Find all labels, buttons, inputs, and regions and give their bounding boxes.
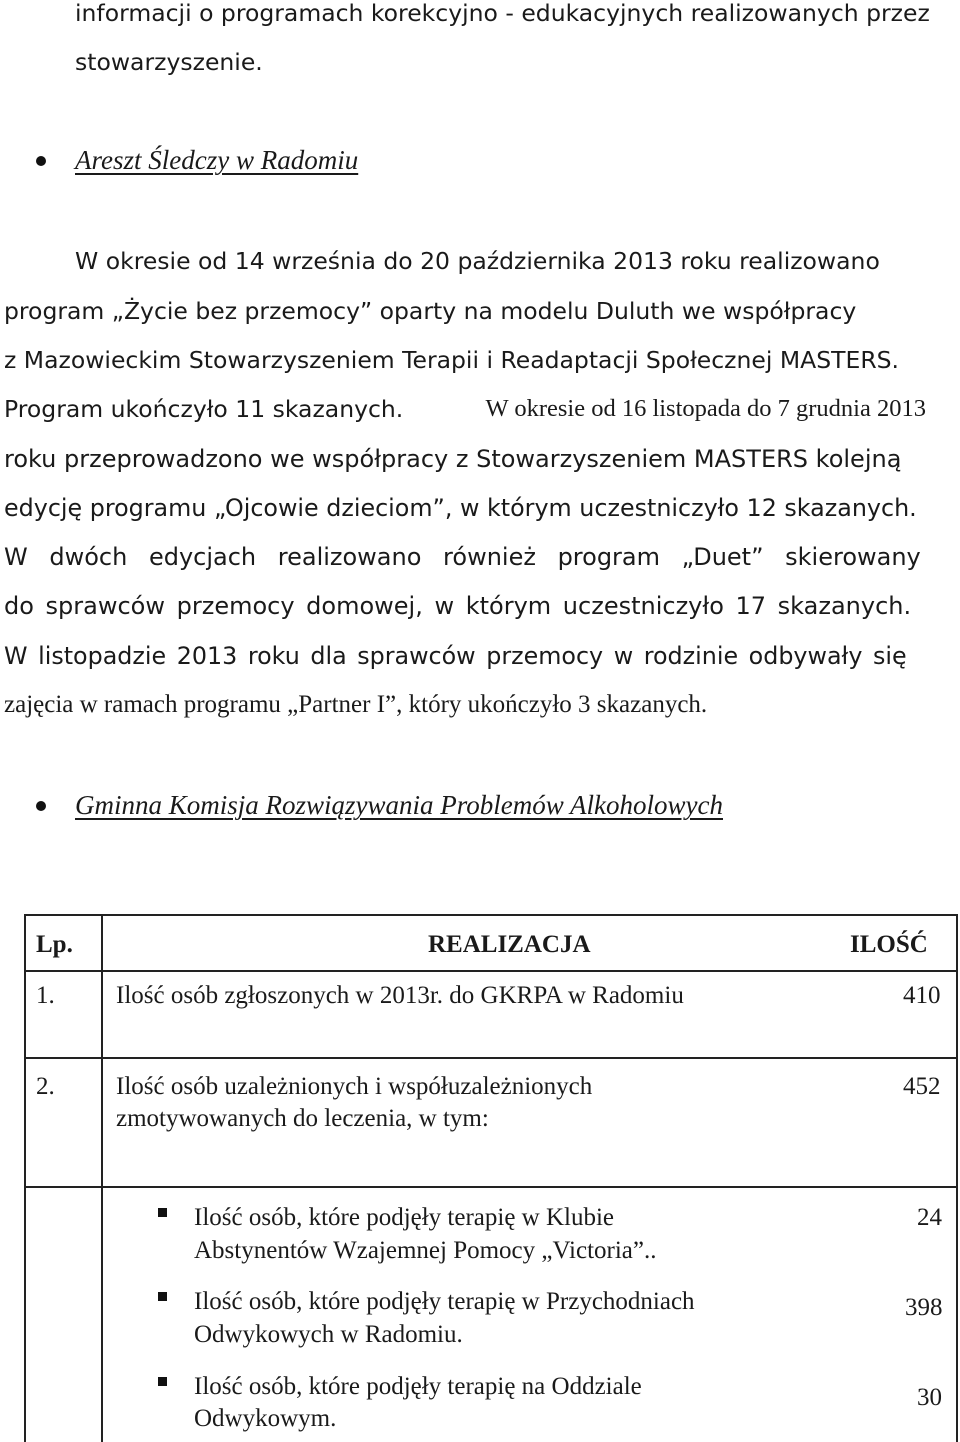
section-heading-areszt: Areszt Śledczy w Radomiu bbox=[75, 145, 359, 175]
paragraph-line: program „Życie bez przemocy” oparty na modelu Duluth we współpracy bbox=[4, 297, 857, 325]
paragraph-fragment: W okresie od 16 listopada do 7 grudnia 2013 bbox=[485, 395, 926, 422]
paragraph-line: W dwóch edycjach realizowano również program „Duet” skierowany bbox=[4, 543, 921, 571]
paragraph-line: edycję programu „Ojcowie dzieciom”, w którym uczestniczyło 12 skazanych. bbox=[4, 494, 917, 522]
paragraph-line: z Mazowieckim Stowarzyszeniem Terapii i Readaptacji Społecznej MASTERS. bbox=[4, 346, 900, 374]
table-header-ilosc: ILOŚĆ bbox=[850, 931, 928, 958]
square-bullet-icon bbox=[158, 1208, 167, 1217]
subitem-text: Odwykowym. bbox=[194, 1405, 337, 1432]
table-row-text: Ilość osób uzależnionych i współuzależnionych bbox=[116, 1073, 593, 1100]
table-header-lp: Lp. bbox=[36, 931, 73, 958]
subitem-text: Ilość osób, które podjęły terapię na Oddziale bbox=[194, 1373, 642, 1400]
intro-line-1: informacji o programach korekcyjno - edukacyjnych realizowanych przez bbox=[75, 0, 930, 27]
table-row-value: 452 bbox=[903, 1073, 941, 1100]
table-row-value: 410 bbox=[903, 982, 941, 1009]
subitem-text: Ilość osób, które podjęły terapię w Klubie bbox=[194, 1204, 615, 1231]
paragraph-fragment: Program ukończyło 11 skazanych. bbox=[4, 395, 404, 423]
table-border bbox=[24, 914, 958, 916]
table-divider bbox=[24, 970, 958, 972]
section-heading-gkrpa: Gminna Komisja Rozwiązywania Problemów Alkoholowych bbox=[75, 790, 723, 820]
table-divider bbox=[24, 1057, 958, 1059]
table-row-number: 1. bbox=[36, 982, 55, 1009]
subitem-value: 24 bbox=[917, 1204, 942, 1231]
subitem-text: Abstynentów Wzajemnej Pomocy „Victoria”.. bbox=[194, 1237, 657, 1264]
paragraph-line: roku przeprowadzono we współpracy z Stowarzyszeniem MASTERS kolejną bbox=[4, 445, 902, 473]
square-bullet-icon bbox=[158, 1292, 167, 1301]
table-divider bbox=[24, 1186, 958, 1188]
intro-line-2: stowarzyszenie. bbox=[75, 48, 263, 76]
paragraph-line: do sprawców przemocy domowej, w którym uczestniczyło 17 skazanych. bbox=[4, 592, 912, 620]
table-divider bbox=[101, 914, 103, 1442]
subitem-value: 398 bbox=[905, 1294, 943, 1321]
table-row-text: zmotywowanych do leczenia, w tym: bbox=[116, 1105, 489, 1132]
subitem-text: Odwykowych w Radomiu. bbox=[194, 1321, 463, 1348]
bullet-icon bbox=[36, 156, 46, 166]
table-border bbox=[956, 914, 958, 1442]
table-border bbox=[24, 914, 26, 1442]
paragraph-line: W listopadzie 2013 roku dla sprawców przemocy w rodzinie odbywały się bbox=[4, 642, 907, 670]
paragraph-line: W okresie od 14 września do 20 października 2013 roku realizowano bbox=[75, 247, 880, 275]
subitem-value: 30 bbox=[917, 1384, 942, 1411]
square-bullet-icon bbox=[158, 1377, 167, 1386]
table-row-number: 2. bbox=[36, 1073, 55, 1100]
paragraph-line: zajęcia w ramach programu „Partner I”, który ukończyło 3 skazanych. bbox=[4, 691, 708, 718]
table-header-realizacja: REALIZACJA bbox=[428, 931, 591, 958]
subitem-text: Ilość osób, które podjęły terapię w Przychodniach bbox=[194, 1288, 695, 1315]
table-row-text: Ilość osób zgłoszonych w 2013r. do GKRPA w Radomiu bbox=[116, 982, 684, 1009]
bullet-icon bbox=[36, 801, 46, 811]
paragraph-line bbox=[4, 394, 926, 425]
